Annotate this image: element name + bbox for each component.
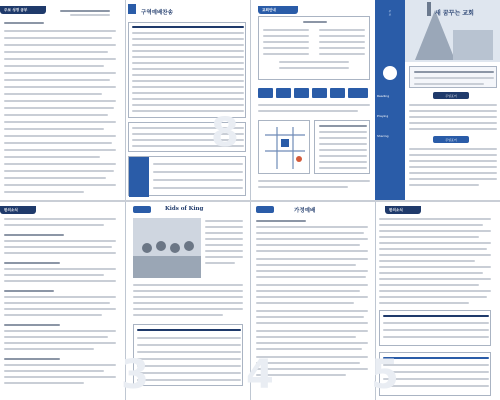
page-header: 교회안내 — [258, 6, 298, 14]
staff-box — [258, 16, 370, 80]
hymn-table — [128, 22, 246, 118]
page-number: 4 — [246, 352, 274, 398]
page-number: 5 — [371, 352, 399, 398]
page-header: 한의소식 — [385, 206, 421, 214]
panel-kids — [121, 202, 250, 400]
panel-news — [0, 202, 125, 400]
panel-family-worship — [246, 202, 375, 400]
sidebar-word: Reading — [377, 94, 390, 98]
section-title: 구역예배찬송 — [141, 10, 173, 16]
cover-motto: 새 꿈꾸는 교회 — [435, 10, 474, 17]
news-table — [379, 310, 491, 346]
page-number: 3 — [121, 352, 149, 398]
schedule-box — [314, 120, 370, 174]
page-header: 한의소식 — [0, 206, 36, 214]
sidebar-strip: 주 보 Reading Praying Sharing — [375, 0, 405, 200]
section-title: 가정예배 — [294, 208, 316, 214]
panel-news-2 — [371, 202, 500, 400]
section-tag: 주일표어 — [433, 136, 469, 143]
panel-hymn-schedule — [125, 0, 250, 200]
badge: 주일표어 — [433, 92, 469, 99]
sidebar-word: Sharing — [377, 134, 389, 138]
kids-table — [133, 324, 243, 386]
map-box — [258, 120, 310, 174]
section-title: Kids of King — [165, 206, 204, 212]
panel-bible-study — [0, 0, 125, 200]
sidebar-word: Praying — [377, 114, 389, 118]
panel-cover — [405, 0, 500, 200]
page-number: 8 — [211, 110, 239, 156]
panel-church-guide — [250, 0, 375, 200]
map-icon — [259, 121, 311, 175]
kids-photo — [133, 218, 201, 278]
page-header: 주보 성경 공부 — [0, 6, 46, 14]
